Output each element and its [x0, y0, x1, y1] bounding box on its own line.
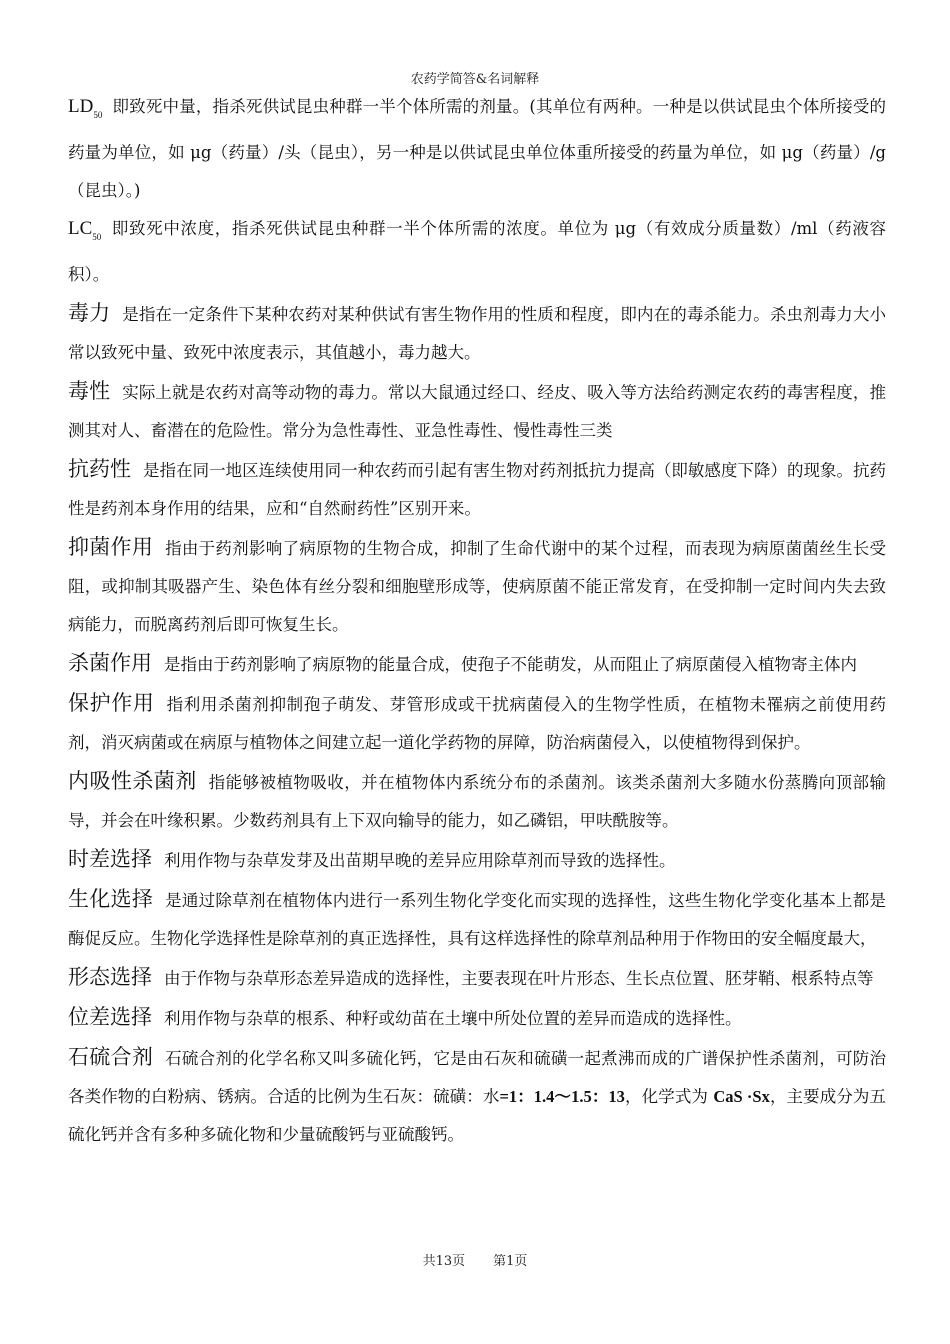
term-fungicidal: 杀菌作用 [68, 651, 152, 675]
chemical-formula: CaS ·Sx [713, 1087, 770, 1106]
entry-fungicidal [68, 644, 886, 684]
entry-biochem-selectivity [68, 880, 886, 958]
definition-time-selectivity: 利用作物与杂草发芽及出苗期早晚的差异应用除草剂而导致的选择性。 [164, 851, 676, 870]
term-lime-sulfur: 石硫合剂 [68, 1045, 154, 1069]
definition-systemic: 指能够被植物吸收，并在植物体内系统分布的杀菌剂。该类杀菌剂大多随水份蒸腾向顶部输导，并会在叶缘积累。少数药剂具有上下双向输导的能力，如乙磷铝，甲呋酰胺等。 [68, 773, 887, 830]
term-toxicity-power: 毒力 [68, 301, 111, 325]
definition-morph-selectivity: 由于作物与杂草形态差异造成的选择性，主要表现在叶片形态、生长点位置、胚芽鞘、根系特点等 [164, 969, 874, 988]
definition-toxicity: 实际上就是农药对高等动物的毒力。常以大鼠通过经口、经皮、吸入等方法给药测定农药的毒害程度，推测其对人、畜潜在的危险性。常分为急性毒性、亚急性毒性、慢性毒性三类 [68, 383, 887, 440]
term-position-selectivity: 位差选择 [68, 1005, 152, 1029]
entry-fungistatic [68, 528, 886, 644]
entry-lc50 [68, 210, 886, 294]
current-page: 第1页 [493, 1254, 528, 1269]
term-ld50 [68, 96, 103, 120]
term-ld50-base: LD [68, 96, 94, 117]
definition-toxicity-power: 是指在一定条件下某种农药对某种供试有害生物作用的性质和程度，即内在的毒杀能力。杀虫剂毒力大小常以致死中量、致死中浓度表示，其值越小，毒力越大。 [68, 305, 887, 362]
term-resistance: 抗药性 [68, 457, 132, 481]
term-lc50-sub: 50 [92, 232, 102, 242]
ratio-value: =1：1.4～1.5：13 [499, 1087, 625, 1106]
term-toxicity: 毒性 [68, 379, 111, 403]
term-fungistatic: 抑菌作用 [68, 535, 154, 559]
definition-resistance: 是指在同一地区连续使用同一种农药而引起有害生物对药剂抵抗力提高（即敏感度下降）的现象。抗药性是药剂本身作用的结果，应和“自然耐药性”区别开来。 [68, 461, 887, 518]
definition-fungistatic: 指由于药剂影响了病原物的生物合成，抑制了生命代谢中的某个过程，而表现为病原菌菌丝生长受阻，或抑制其吸器产生、染色体有丝分裂和细胞壁形成等，使病原菌不能正常发育，在受抑制一定时间内失去致病能力，而脱离药剂后即可恢复生长。 [68, 539, 887, 634]
entry-toxicity-power [68, 294, 886, 372]
definition-protective: 指利用杀菌剂抑制孢子萌发、芽管形成或干扰病菌侵入的生物学性质，在植物未罹病之前使用药剂，消灭病菌或在病原与植物体之间建立起一道化学药物的屏障，防治病菌侵入，以使植物得到保护。 [68, 695, 887, 752]
entry-position-selectivity [68, 998, 886, 1038]
term-biochem-selectivity: 生化选择 [68, 887, 154, 911]
entry-ld50 [68, 88, 886, 210]
entry-resistance [68, 450, 886, 528]
definition-lime-sulfur: 石硫合剂的化学名称又叫多硫化钙，它是由石灰和硫磺一起煮沸而成的广谱保护性杀菌剂，可防治各类作物的白粉病、锈病。合适的比例为生石灰：硫磺：水 [68, 1049, 887, 1106]
total-pages: 共13页 [422, 1254, 466, 1269]
term-lc50 [68, 218, 102, 242]
term-morph-selectivity: 形态选择 [68, 965, 152, 989]
page-footer [0, 1250, 950, 1269]
entry-morph-selectivity [68, 958, 886, 998]
term-protective: 保护作用 [68, 691, 155, 715]
term-systemic: 内吸性杀菌剂 [68, 769, 197, 793]
definition-fungicidal: 是指由于药剂影响了病原物的能量合成，使孢子不能萌发，从而阻止了病原菌侵入植物寄主体内 [164, 655, 857, 674]
entry-lime-sulfur [68, 1038, 886, 1154]
entry-toxicity [68, 372, 886, 450]
definition-biochem-selectivity: 是通过除草剂在植物体内进行一系列生物化学变化而实现的选择性，这些生物化学变化基本上都是酶促反应。生物化学选择性是除草剂的真正选择性，具有这样选择性的除草剂品种用于作物田的安全幅度最大， [68, 891, 887, 948]
term-ld50-sub: 50 [93, 110, 103, 120]
entry-protective [68, 684, 886, 762]
definition-ld50: 即致死中量，指杀死供试昆虫种群一半个体所需的剂量。(其单位有两种。一种是以供试昆虫个体所接受的药量为单位，如 μg（药量）/头（昆虫），另一种是以供试昆虫单位体重所接受的药量为单位，如 μg（药量）/g（昆虫）。) [68, 97, 886, 200]
page-header: 农药学简答&名词解释 [410, 72, 540, 87]
definition-position-selectivity: 利用作物与杂草的根系、种籽或幼苗在土壤中所处位置的差异而造成的选择性。 [164, 1009, 742, 1028]
glossary-content [68, 88, 886, 1154]
term-time-selectivity: 时差选择 [68, 847, 152, 871]
definition-lime-sulfur-cont: ，化学式为 [624, 1087, 714, 1106]
entry-time-selectivity [68, 840, 886, 880]
definition-lc50: 即致死中浓度，指杀死供试昆虫种群一半个体所需的浓度。单位为 μg（有效成分质量数）/ml（药液容积）。 [68, 219, 886, 284]
definition-lime-sulfur-end: ，主要成分为五硫化钙并含有多种多硫化物和少量硫酸钙与亚硫酸钙。 [68, 1087, 887, 1144]
term-lc50-base: LC [68, 218, 93, 239]
entry-systemic [68, 762, 886, 840]
